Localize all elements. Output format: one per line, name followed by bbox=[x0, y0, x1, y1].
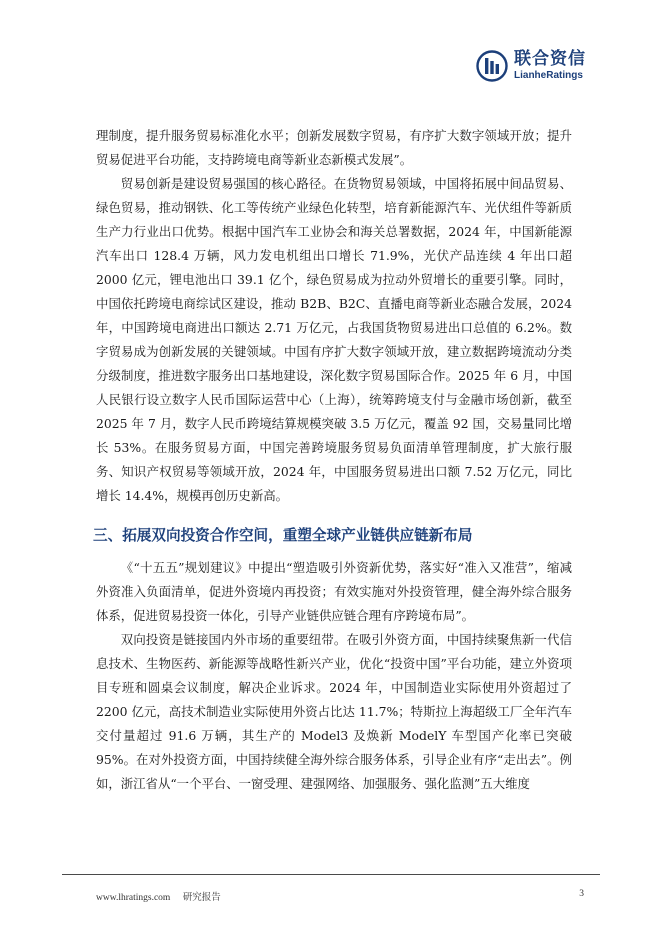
paragraph-two-way-investment: 双向投资是链接国内外市场的重要纽带。在吸引外资方面，中国持续聚焦新一代信息技术、生物医药、新能源等战略性新兴产业，优化“投资中国”平台功能，建立外资项目专班和圆桌会议制度，解决企业诉求。2024 年，中国制造业实际使用外资超过了 2200 亿元，高技术制造业实际使用外资占比达 11.7%；特斯拉上海超级工厂全年汽车交付量超过 91.6 万辆，其生产的 Model3 及焕新 ModelY 车型国产化率已突破 95%。在对外投资方面，中国持续健全海外综合服务体系，引导企业有序“走出去”。例如，浙江省从“一个平台、一窗受理、建强网络、加强服务、强化监测”五大维度 bbox=[96, 632, 572, 791]
paragraph-trade-innovation: 贸易创新是建设贸易强国的核心路径。在货物贸易领域，中国将拓展中间品贸易、绿色贸易，推动钢铁、化工等传统产业绿色化转型，培育新能源汽车、光伏组件等新质生产力行业出口优势。根据中国汽车工业协会和海关总署数据，2024 年，中国新能源汽车出口 128.4 万辆，风力发电机组出口增长 71.9%，光伏产品连续 4 年出口超 2000 亿元，锂电池出口 39.1 亿个，绿色贸易成为拉动外贸增长的重要引擎。同时，中国依托跨境电商综试区建设，推动 B2B、B2C、直播电商等新业态融合发展，2024 年，中国跨境电商进出口额达 2.71 万亿元，占我国货物贸易进出口总值的 6.2%。数字贸易成为创新发展的关键领域。中国有序扩大数字领域开放，建立数据跨境流动分类分级制度，推进数字服务出口基地建设，深化数字贸易国际合作。2025 年 6 月，中国人民银行设立数字人民币国际运营中心（上海），统筹跨境支付与金融市场创新，截至 2025 年 7 月，数字人民币跨境结算规模突破 3.5 万亿元，覆盖 92 国，交易量同比增长 53%。在服务贸易方面，中国完善跨境服务贸易负面清单管理制度，扩大旅行服务、知识产权贸易等领域开放，2024 年，中国服务贸易进出口额 7.52 万亿元，同比增长 14.4%，规模再创历史新高。 bbox=[96, 176, 572, 503]
page-number: 3 bbox=[579, 889, 584, 899]
section-heading: 三、拓展双向投资合作空间，重塑全球产业链供应链新布局 bbox=[93, 527, 473, 544]
logo-chinese-name: 联合资信 bbox=[514, 49, 586, 69]
footer-doc-type: 研究报告 bbox=[182, 893, 221, 903]
report-body bbox=[93, 124, 572, 796]
paragraph-plan-proposal: 《“十五五”规划建议》中提出“塑造吸引外资新优势，落实好“准入又准营”，缩减外资准入负面清单，促进外资境内再投资；有效实施对外投资管理，健全海外综合服务体系，促进贸易投资一体化，引导产业链供应链合理有序跨境布局”。 bbox=[96, 560, 572, 623]
paragraph-intro: 理制度，提升服务贸易标准化水平；创新发展数字贸易，有序扩大数字领域开放；提升贸易促进平台功能，支持跨境电商等新业态新模式发展”。 bbox=[96, 128, 572, 167]
lianhe-logo-icon bbox=[476, 50, 508, 82]
logo-english-name: LianheRatings bbox=[514, 70, 583, 81]
brand-logo bbox=[476, 50, 586, 82]
footer-url[interactable]: www.lhratings.com bbox=[96, 893, 171, 903]
footer-divider bbox=[62, 874, 600, 875]
footer-info bbox=[96, 889, 221, 903]
